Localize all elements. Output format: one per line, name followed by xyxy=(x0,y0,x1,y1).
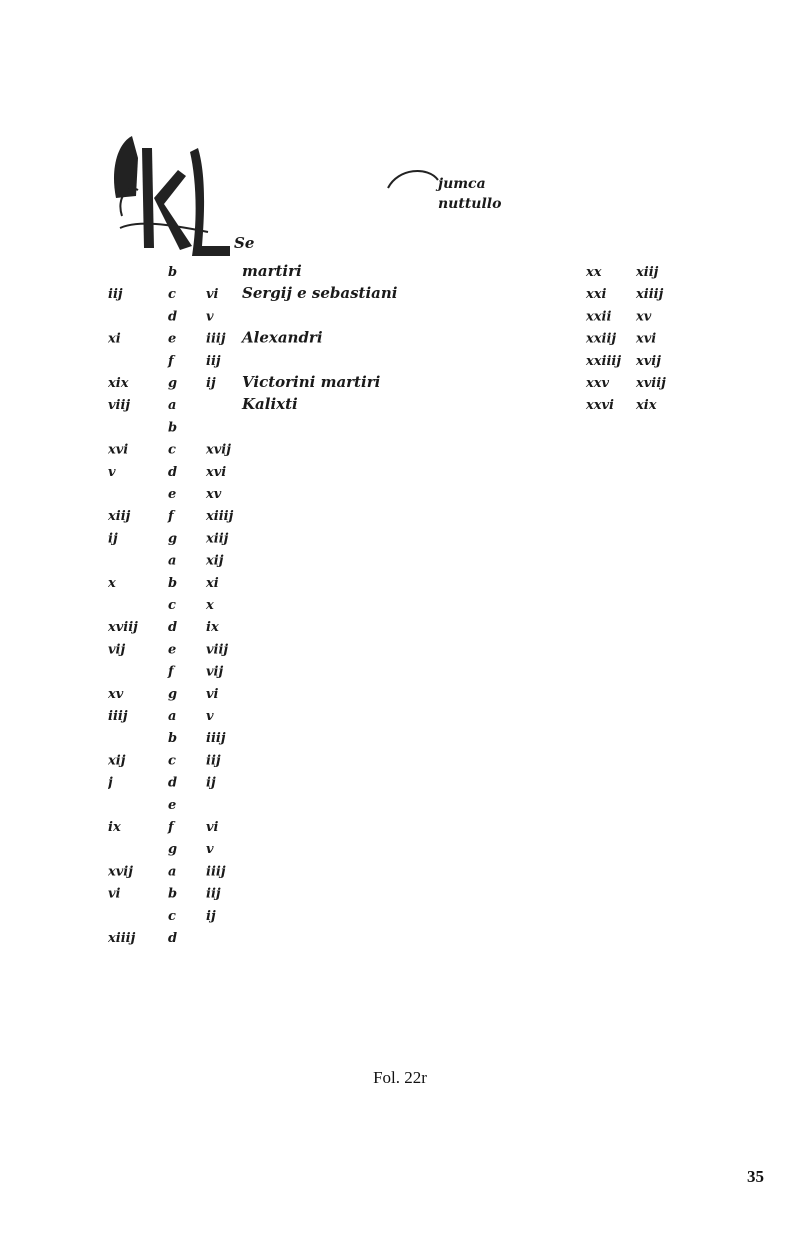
row-letter: b xyxy=(168,265,178,280)
row-letter: d xyxy=(168,464,178,480)
row-gold: xvi xyxy=(108,442,129,458)
row-letter: e xyxy=(168,797,177,813)
row-day: iij xyxy=(206,353,221,369)
row-day: ix xyxy=(206,620,219,636)
row-letter: g xyxy=(168,842,178,858)
row-letter: e xyxy=(168,487,177,502)
header-flourish xyxy=(388,171,438,188)
calendar-row xyxy=(167,665,223,680)
calendar-row xyxy=(168,420,177,435)
row-n1: xxvi xyxy=(586,398,614,414)
row-day: viij xyxy=(206,642,229,658)
row-day: vi xyxy=(206,686,219,702)
row-day: xij xyxy=(206,553,224,569)
row-n2: xvi xyxy=(636,331,657,347)
row-day: ij xyxy=(206,908,216,924)
row-letter: c xyxy=(168,908,176,924)
header-text-1: jumca xyxy=(438,176,486,192)
row-text: Alexandri xyxy=(242,328,323,347)
row-letter: e xyxy=(168,642,177,658)
row-text: Kalixti xyxy=(242,395,298,414)
header-text-2: nuttullo xyxy=(438,196,502,212)
row-letter: c xyxy=(168,287,176,303)
calendar-row xyxy=(108,931,177,946)
row-day: xvij xyxy=(206,442,231,458)
row-gold: x xyxy=(108,575,116,591)
row-n1: xxi xyxy=(586,287,607,303)
row-day: ij xyxy=(206,376,216,391)
row-gold: xviij xyxy=(108,620,138,636)
row-letter: c xyxy=(168,753,176,769)
row-day: ij xyxy=(206,775,216,791)
row-day: v xyxy=(206,709,214,724)
row-day: xi xyxy=(206,575,219,591)
row-day: xvi xyxy=(206,464,227,480)
row-gold: ij xyxy=(108,531,118,547)
calendar-row xyxy=(108,395,657,413)
calendar-row xyxy=(108,531,229,546)
row-gold: iiij xyxy=(108,709,128,724)
row-letter: a xyxy=(168,398,177,414)
manuscript-page xyxy=(108,128,688,978)
row-day: x xyxy=(206,598,214,613)
row-n1: xxiiij xyxy=(586,353,622,369)
calendar-row xyxy=(108,887,221,902)
folio-caption: Fol. 22r xyxy=(373,1068,427,1087)
calendar-row xyxy=(108,820,219,835)
row-day: iiij xyxy=(206,731,226,747)
calendar-row xyxy=(108,576,219,591)
calendar-row xyxy=(108,329,656,347)
row-n1: xxv xyxy=(586,376,610,391)
row-letter: d xyxy=(168,931,178,946)
page-number: 35 xyxy=(747,1167,764,1186)
row-letter: e xyxy=(168,331,177,347)
row-gold: iij xyxy=(108,287,123,303)
row-letter: g xyxy=(168,376,178,391)
row-n1: xx xyxy=(586,265,602,280)
row-n1: xxii xyxy=(586,309,612,325)
header-text-0: Se xyxy=(234,234,255,252)
row-day: iij xyxy=(206,886,221,902)
row-gold: xiij xyxy=(108,509,131,525)
row-letter: a xyxy=(168,864,177,880)
calendar-row xyxy=(168,598,214,613)
row-gold: xij xyxy=(108,753,126,769)
row-day: v xyxy=(206,309,214,325)
row-day: iij xyxy=(206,753,221,769)
row-letter: c xyxy=(168,442,176,458)
calendar-row xyxy=(168,798,176,813)
calendar-row xyxy=(108,642,228,657)
row-letter: d xyxy=(168,775,178,791)
row-text: Victorini martiri xyxy=(242,373,381,391)
row-letter: d xyxy=(168,620,178,636)
kl-initial xyxy=(114,136,230,256)
row-gold: xvij xyxy=(108,864,133,880)
row-gold: xix xyxy=(108,376,129,391)
row-day: vi xyxy=(206,820,219,835)
calendar-row xyxy=(108,864,226,879)
row-text: Sergij e sebastiani xyxy=(242,284,398,303)
row-letter: c xyxy=(168,598,176,613)
row-letter: f xyxy=(168,664,174,680)
row-text: martiri xyxy=(242,262,302,280)
row-letter: b xyxy=(168,731,178,747)
row-letter: f xyxy=(168,353,174,369)
row-gold: viij xyxy=(108,398,131,414)
row-gold: xi xyxy=(108,331,121,347)
row-letter: g xyxy=(168,686,178,702)
row-gold: vij xyxy=(108,642,126,658)
row-day: xiiij xyxy=(206,509,234,525)
row-n1: xxiij xyxy=(586,331,617,347)
calendar-row xyxy=(168,309,652,324)
row-n2: xiij xyxy=(636,265,659,280)
row-n2: xv xyxy=(636,309,652,325)
row-n2: xix xyxy=(636,398,657,414)
row-letter: a xyxy=(168,553,177,569)
row-letter: f xyxy=(168,509,174,525)
row-gold: ix xyxy=(108,820,121,835)
row-day: vij xyxy=(206,664,224,680)
calendar-row xyxy=(168,731,226,746)
row-letter: f xyxy=(168,820,174,835)
row-day: iiij xyxy=(206,864,226,880)
calendar-row xyxy=(108,443,231,458)
calendar-row xyxy=(168,262,659,280)
row-n2: xvij xyxy=(636,353,661,369)
calendar-row xyxy=(168,554,224,569)
calendar-row xyxy=(108,776,216,791)
row-gold: j xyxy=(108,775,113,791)
row-day: xiij xyxy=(206,531,229,547)
row-gold: v xyxy=(108,464,116,480)
calendar-row xyxy=(108,687,219,702)
row-n2: xiiij xyxy=(636,287,664,303)
row-letter: b xyxy=(168,420,178,436)
row-letter: a xyxy=(168,709,177,724)
row-gold: vi xyxy=(108,886,121,902)
calendar-row xyxy=(108,620,219,635)
row-day: xv xyxy=(206,487,222,502)
row-letter: g xyxy=(168,531,178,547)
calendar-row xyxy=(168,487,222,502)
row-gold: xv xyxy=(108,686,124,702)
row-letter: b xyxy=(168,575,178,591)
row-day: v xyxy=(206,842,214,858)
calendar-manuscript xyxy=(108,128,688,978)
calendar-row xyxy=(108,284,664,302)
calendar-row xyxy=(168,909,216,924)
row-n2: xviij xyxy=(636,376,666,391)
calendar-row xyxy=(108,465,226,480)
calendar-row xyxy=(168,842,214,857)
calendar-row xyxy=(108,509,234,524)
calendar-row xyxy=(167,354,661,369)
row-gold: xiiij xyxy=(108,931,136,946)
calendar-row xyxy=(108,753,221,768)
row-letter: d xyxy=(168,309,178,325)
row-day: iiij xyxy=(206,331,226,347)
row-day: vi xyxy=(206,287,219,303)
row-letter: b xyxy=(168,886,178,902)
calendar-row xyxy=(108,373,666,391)
calendar-row xyxy=(108,709,214,724)
